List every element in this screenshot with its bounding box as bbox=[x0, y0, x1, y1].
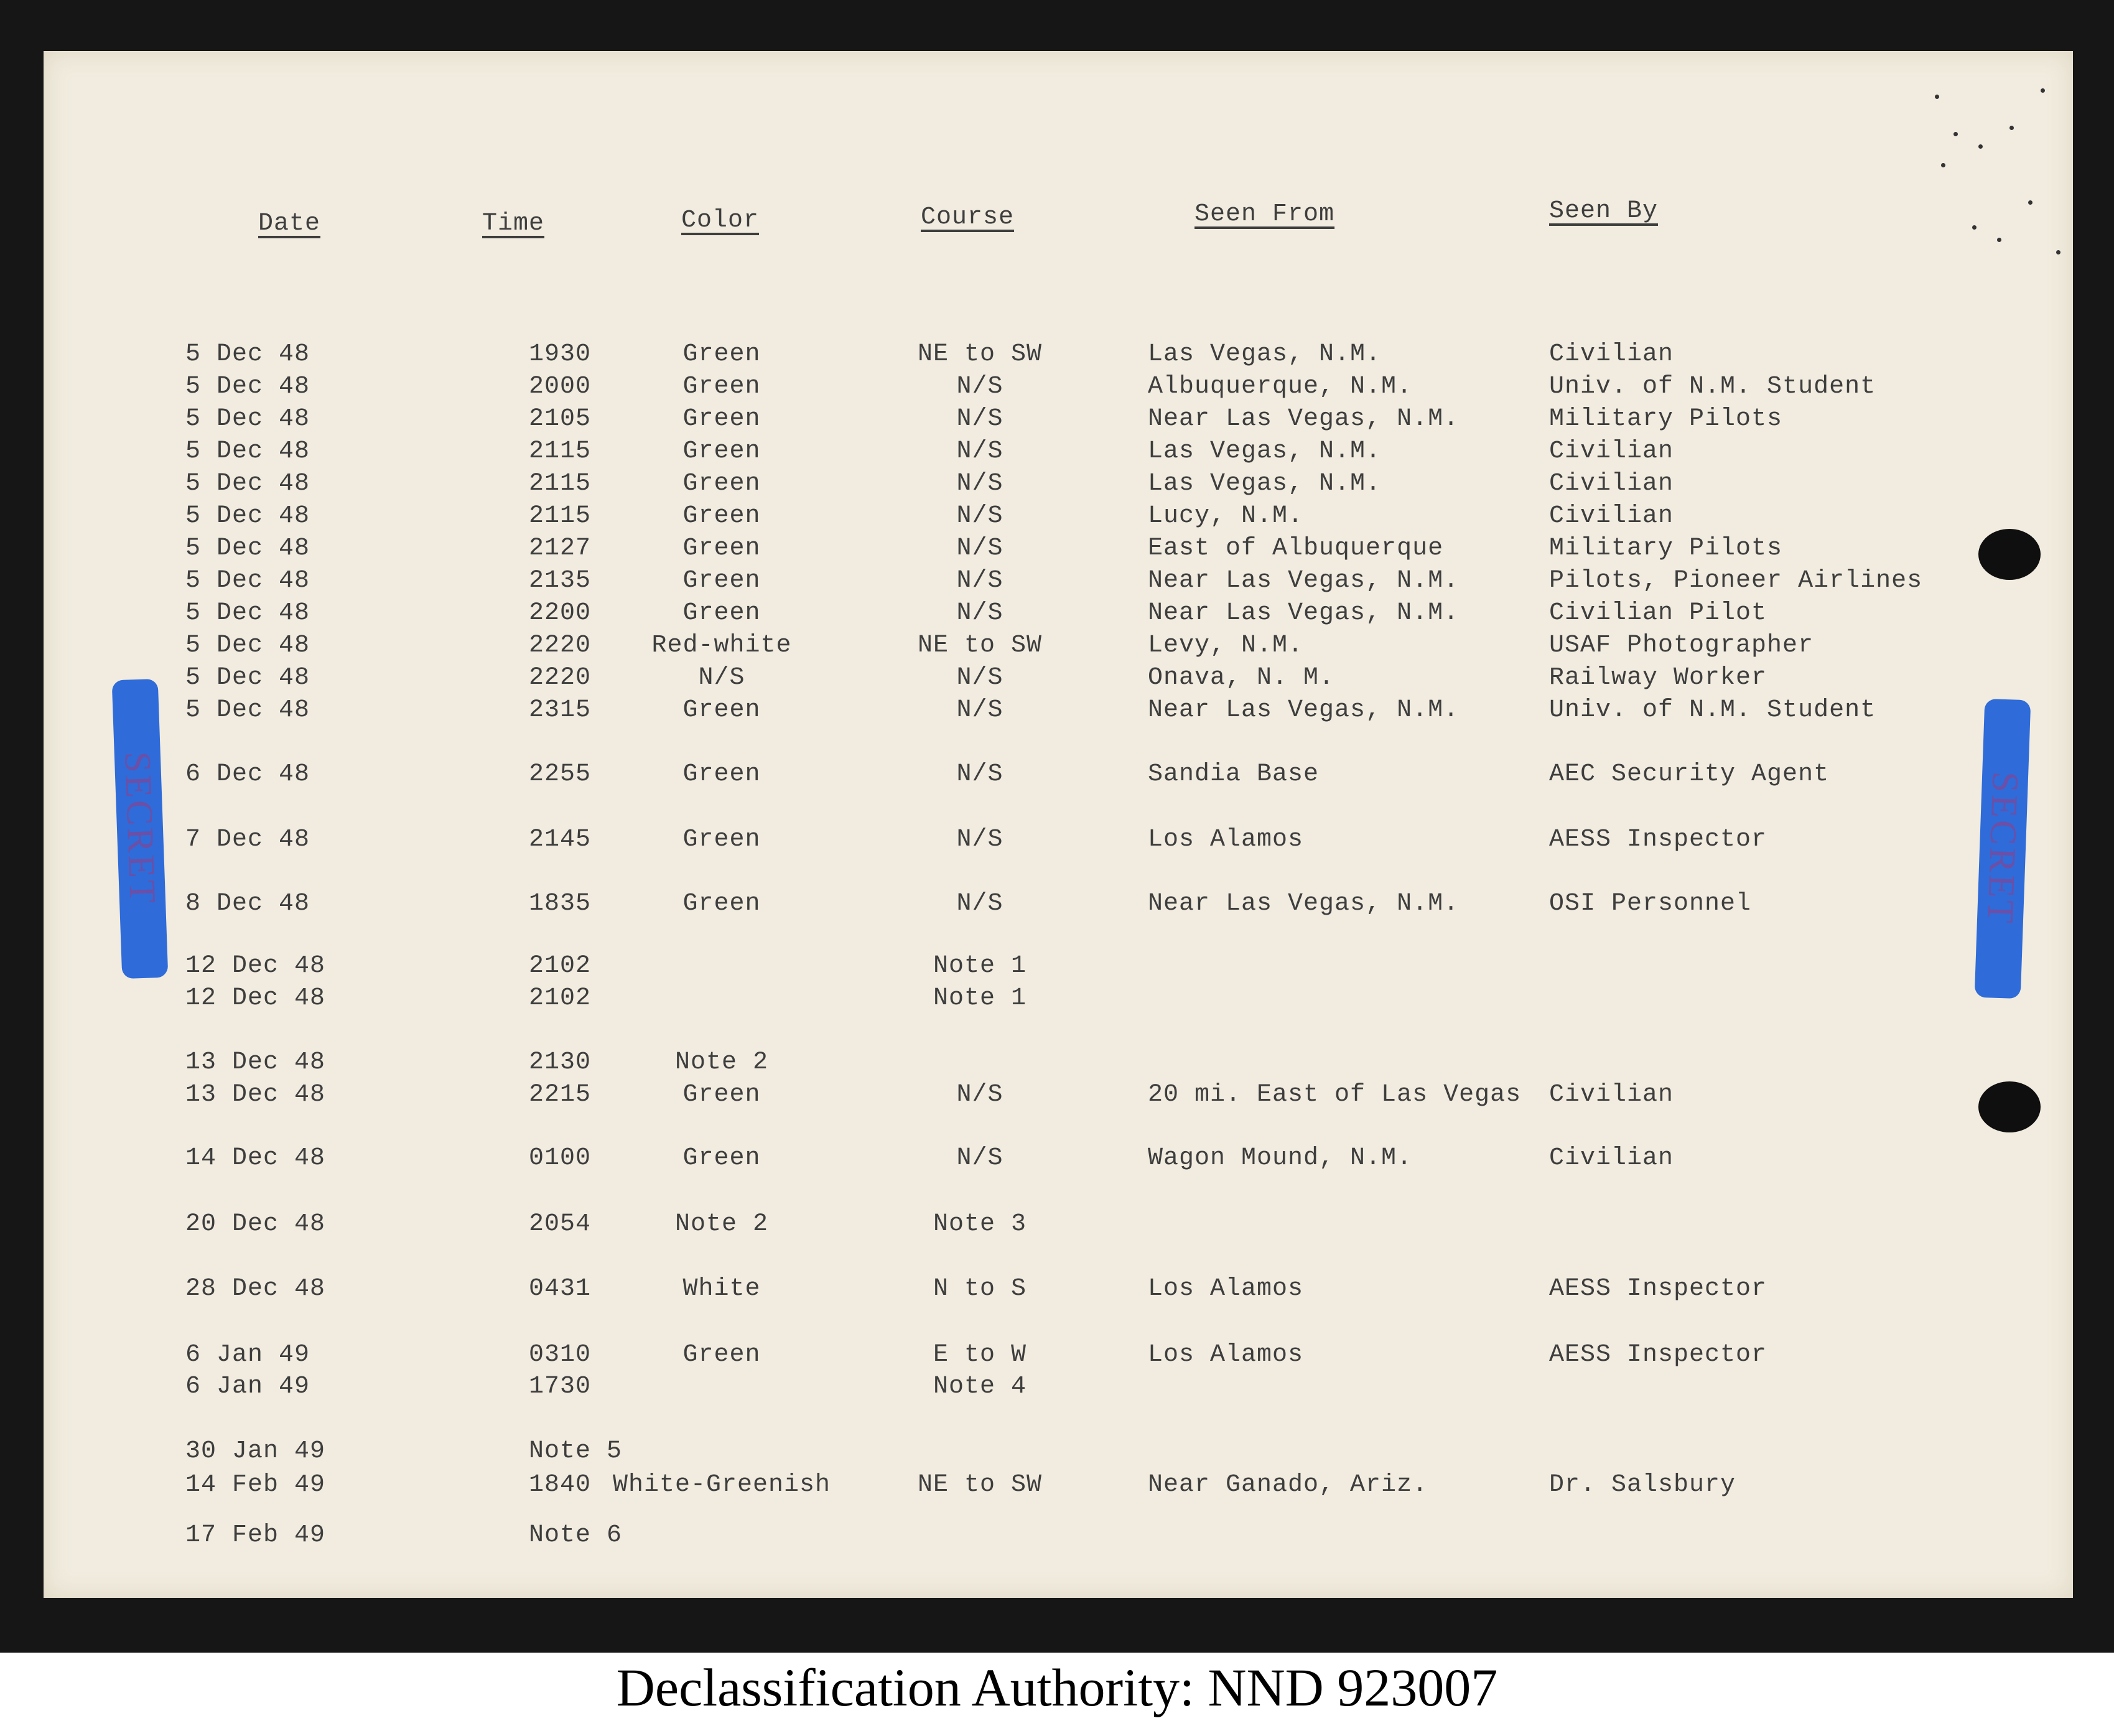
col-header-seen-by: Seen By bbox=[1549, 197, 1659, 225]
cell-time: 0100 bbox=[529, 1144, 592, 1172]
cell-date: 5 Dec 48 bbox=[185, 340, 310, 368]
cell-seen-by: OSI Personnel bbox=[1549, 890, 1752, 918]
cell-date: 5 Dec 48 bbox=[185, 534, 310, 562]
cell-color: Green bbox=[682, 1341, 761, 1369]
cell-seen-by: Civilian bbox=[1549, 1144, 1674, 1172]
cell-course: N/S bbox=[956, 470, 1003, 498]
cell-color: Green bbox=[682, 405, 761, 433]
cell-time: 2220 bbox=[529, 664, 592, 692]
cell-time: 2255 bbox=[529, 760, 592, 788]
cell-seen-from: Sandia Base bbox=[1148, 760, 1320, 788]
cell-color: Green bbox=[682, 1144, 761, 1172]
cell-seen-from: Near Las Vegas, N.M. bbox=[1148, 599, 1460, 627]
cell-seen-by: Civilian bbox=[1549, 502, 1674, 530]
cell-course: NE to SW bbox=[917, 340, 1043, 368]
cell-course: Note 1 bbox=[933, 952, 1027, 980]
cell-time: 2220 bbox=[529, 632, 592, 660]
cell-course: N/S bbox=[956, 405, 1003, 433]
cell-color: Green bbox=[682, 760, 761, 788]
cell-course: N/S bbox=[956, 1081, 1003, 1109]
cell-date: 14 Feb 49 bbox=[185, 1471, 326, 1499]
cell-color: Note 2 bbox=[674, 1048, 769, 1076]
cell-color: White-Greenish bbox=[612, 1471, 831, 1499]
document-page bbox=[44, 51, 2073, 1598]
cell-date: 8 Dec 48 bbox=[185, 890, 310, 918]
cell-seen-from: Lucy, N.M. bbox=[1148, 502, 1304, 530]
cell-course: Note 3 bbox=[933, 1210, 1027, 1238]
cell-seen-from: Near Las Vegas, N.M. bbox=[1148, 890, 1460, 918]
cell-date: 7 Dec 48 bbox=[185, 826, 310, 854]
col-header-course: Course bbox=[921, 203, 1015, 231]
cell-course: N/S bbox=[956, 1144, 1003, 1172]
cell-seen-from: Albuquerque, N.M. bbox=[1148, 373, 1413, 401]
punch-hole-bottom bbox=[1978, 1081, 2041, 1132]
cell-time: Note 6 bbox=[529, 1521, 623, 1549]
cell-date: 28 Dec 48 bbox=[185, 1275, 326, 1303]
cell-date: 6 Jan 49 bbox=[185, 1341, 310, 1369]
cell-time: 1930 bbox=[529, 340, 592, 368]
cell-course: Note 4 bbox=[933, 1373, 1027, 1401]
cell-seen-from: Los Alamos bbox=[1148, 826, 1304, 854]
cell-course: NE to SW bbox=[917, 632, 1043, 660]
cell-time: 2102 bbox=[529, 984, 592, 1012]
cell-seen-by: AESS Inspector bbox=[1549, 826, 1767, 854]
cell-seen-from: Las Vegas, N.M. bbox=[1148, 437, 1382, 465]
secret-stamp-right-text: SECRET bbox=[1980, 771, 2026, 926]
cell-seen-from: Los Alamos bbox=[1148, 1275, 1304, 1303]
cell-seen-from: Levy, N.M. bbox=[1148, 632, 1304, 660]
cell-date: 14 Dec 48 bbox=[185, 1144, 326, 1172]
cell-color: Green bbox=[682, 470, 761, 498]
cell-course: N to S bbox=[933, 1275, 1027, 1303]
cell-date: 20 Dec 48 bbox=[185, 1210, 326, 1238]
cell-color: Green bbox=[682, 534, 761, 562]
cell-course: E to W bbox=[933, 1341, 1027, 1369]
cell-time: 2145 bbox=[529, 826, 592, 854]
cell-date: 17 Feb 49 bbox=[185, 1521, 326, 1549]
cell-seen-by: Railway Worker bbox=[1549, 664, 1767, 692]
cell-time: 2215 bbox=[529, 1081, 592, 1109]
cell-seen-by: Univ. of N.M. Student bbox=[1549, 373, 1876, 401]
cell-seen-by: Civilian bbox=[1549, 1081, 1674, 1109]
cell-seen-from: Near Las Vegas, N.M. bbox=[1148, 405, 1460, 433]
cell-seen-by: Civilian bbox=[1549, 470, 1674, 498]
cell-course: N/S bbox=[956, 760, 1003, 788]
cell-date: 5 Dec 48 bbox=[185, 405, 310, 433]
cell-time: Note 5 bbox=[529, 1437, 623, 1465]
punch-hole-top bbox=[1978, 529, 2041, 580]
cell-course: N/S bbox=[956, 599, 1003, 627]
col-header-date: Date bbox=[258, 210, 321, 238]
cell-seen-from: Las Vegas, N.M. bbox=[1148, 340, 1382, 368]
cell-course: N/S bbox=[956, 826, 1003, 854]
cell-time: 2000 bbox=[529, 373, 592, 401]
cell-time: 2102 bbox=[529, 952, 592, 980]
cell-time: 1840 bbox=[529, 1471, 592, 1499]
cell-seen-by: Pilots, Pioneer Airlines bbox=[1549, 567, 1923, 595]
cell-date: 12 Dec 48 bbox=[185, 952, 326, 980]
cell-time: 2105 bbox=[529, 405, 592, 433]
secret-stamp-left-text: SECRET bbox=[117, 751, 164, 907]
cell-color: Green bbox=[682, 437, 761, 465]
cell-seen-by: Dr. Salsbury bbox=[1549, 1471, 1736, 1499]
cell-color: N/S bbox=[698, 664, 745, 692]
cell-time: 2054 bbox=[529, 1210, 592, 1238]
cell-course: N/S bbox=[956, 696, 1003, 724]
cell-course: N/S bbox=[956, 437, 1003, 465]
cell-date: 5 Dec 48 bbox=[185, 373, 310, 401]
cell-course: Note 1 bbox=[933, 984, 1027, 1012]
cell-date: 5 Dec 48 bbox=[185, 664, 310, 692]
cell-course: NE to SW bbox=[917, 1471, 1043, 1499]
cell-seen-from: Las Vegas, N.M. bbox=[1148, 470, 1382, 498]
cell-date: 13 Dec 48 bbox=[185, 1048, 326, 1076]
cell-seen-from: Near Ganado, Ariz. bbox=[1148, 1471, 1428, 1499]
cell-date: 5 Dec 48 bbox=[185, 696, 310, 724]
cell-seen-by: AESS Inspector bbox=[1549, 1275, 1767, 1303]
cell-seen-by: Civilian Pilot bbox=[1549, 599, 1767, 627]
cell-time: 0431 bbox=[529, 1275, 592, 1303]
cell-color: Green bbox=[682, 696, 761, 724]
cell-date: 5 Dec 48 bbox=[185, 502, 310, 530]
cell-color: Green bbox=[682, 567, 761, 595]
cell-date: 5 Dec 48 bbox=[185, 437, 310, 465]
cell-time: 2130 bbox=[529, 1048, 592, 1076]
cell-seen-from: Los Alamos bbox=[1148, 1341, 1304, 1369]
cell-date: 6 Jan 49 bbox=[185, 1373, 310, 1401]
cell-time: 0310 bbox=[529, 1341, 592, 1369]
secret-stamp-right bbox=[1975, 699, 2031, 999]
cell-time: 1730 bbox=[529, 1373, 592, 1401]
col-header-time: Time bbox=[482, 210, 545, 238]
cell-time: 2200 bbox=[529, 599, 592, 627]
cell-seen-by: Military Pilots bbox=[1549, 534, 1783, 562]
cell-seen-from: Near Las Vegas, N.M. bbox=[1148, 567, 1460, 595]
cell-date: 13 Dec 48 bbox=[185, 1081, 326, 1109]
cell-color: Green bbox=[682, 1081, 761, 1109]
cell-seen-from: Onava, N. M. bbox=[1148, 664, 1335, 692]
cell-seen-by: USAF Photographer bbox=[1549, 632, 1814, 660]
cell-color: White bbox=[682, 1275, 761, 1303]
secret-stamp-left bbox=[112, 679, 169, 979]
cell-time: 2135 bbox=[529, 567, 592, 595]
cell-time: 2115 bbox=[529, 470, 592, 498]
cell-date: 5 Dec 48 bbox=[185, 632, 310, 660]
cell-course: N/S bbox=[956, 502, 1003, 530]
declassification-footer: Declassification Authority: NND 923007 bbox=[616, 1658, 1498, 1717]
col-header-color: Color bbox=[681, 207, 760, 235]
cell-date: 5 Dec 48 bbox=[185, 599, 310, 627]
cell-seen-by: Civilian bbox=[1549, 340, 1674, 368]
cell-color: Green bbox=[682, 890, 761, 918]
cell-course: N/S bbox=[956, 890, 1003, 918]
cell-seen-by: Civilian bbox=[1549, 437, 1674, 465]
cell-seen-from: Wagon Mound, N.M. bbox=[1148, 1144, 1413, 1172]
cell-seen-from: East of Albuquerque bbox=[1148, 534, 1444, 562]
cell-color: Green bbox=[682, 826, 761, 854]
cell-seen-from: 20 mi. East of Las Vegas bbox=[1148, 1081, 1522, 1109]
cell-color: Green bbox=[682, 599, 761, 627]
cell-seen-by: Univ. of N.M. Student bbox=[1549, 696, 1876, 724]
cell-color: Red-white bbox=[651, 632, 792, 660]
cell-seen-by: Military Pilots bbox=[1549, 405, 1783, 433]
cell-time: 1835 bbox=[529, 890, 592, 918]
cell-date: 6 Dec 48 bbox=[185, 760, 310, 788]
cell-course: N/S bbox=[956, 664, 1003, 692]
cell-color: Green bbox=[682, 502, 761, 530]
cell-seen-from: Near Las Vegas, N.M. bbox=[1148, 696, 1460, 724]
cell-color: Green bbox=[682, 373, 761, 401]
cell-time: 2115 bbox=[529, 502, 592, 530]
cell-seen-by: AESS Inspector bbox=[1549, 1341, 1767, 1369]
cell-color: Green bbox=[682, 340, 761, 368]
col-header-seen-from: Seen From bbox=[1194, 200, 1335, 228]
cell-date: 5 Dec 48 bbox=[185, 567, 310, 595]
cell-date: 12 Dec 48 bbox=[185, 984, 326, 1012]
cell-time: 2315 bbox=[529, 696, 592, 724]
cell-course: N/S bbox=[956, 373, 1003, 401]
cell-seen-by: AEC Security Agent bbox=[1549, 760, 1830, 788]
cell-time: 2115 bbox=[529, 437, 592, 465]
cell-course: N/S bbox=[956, 567, 1003, 595]
cell-course: N/S bbox=[956, 534, 1003, 562]
cell-date: 30 Jan 49 bbox=[185, 1437, 326, 1465]
cell-color: Note 2 bbox=[674, 1210, 769, 1238]
cell-date: 5 Dec 48 bbox=[185, 470, 310, 498]
cell-time: 2127 bbox=[529, 534, 592, 562]
